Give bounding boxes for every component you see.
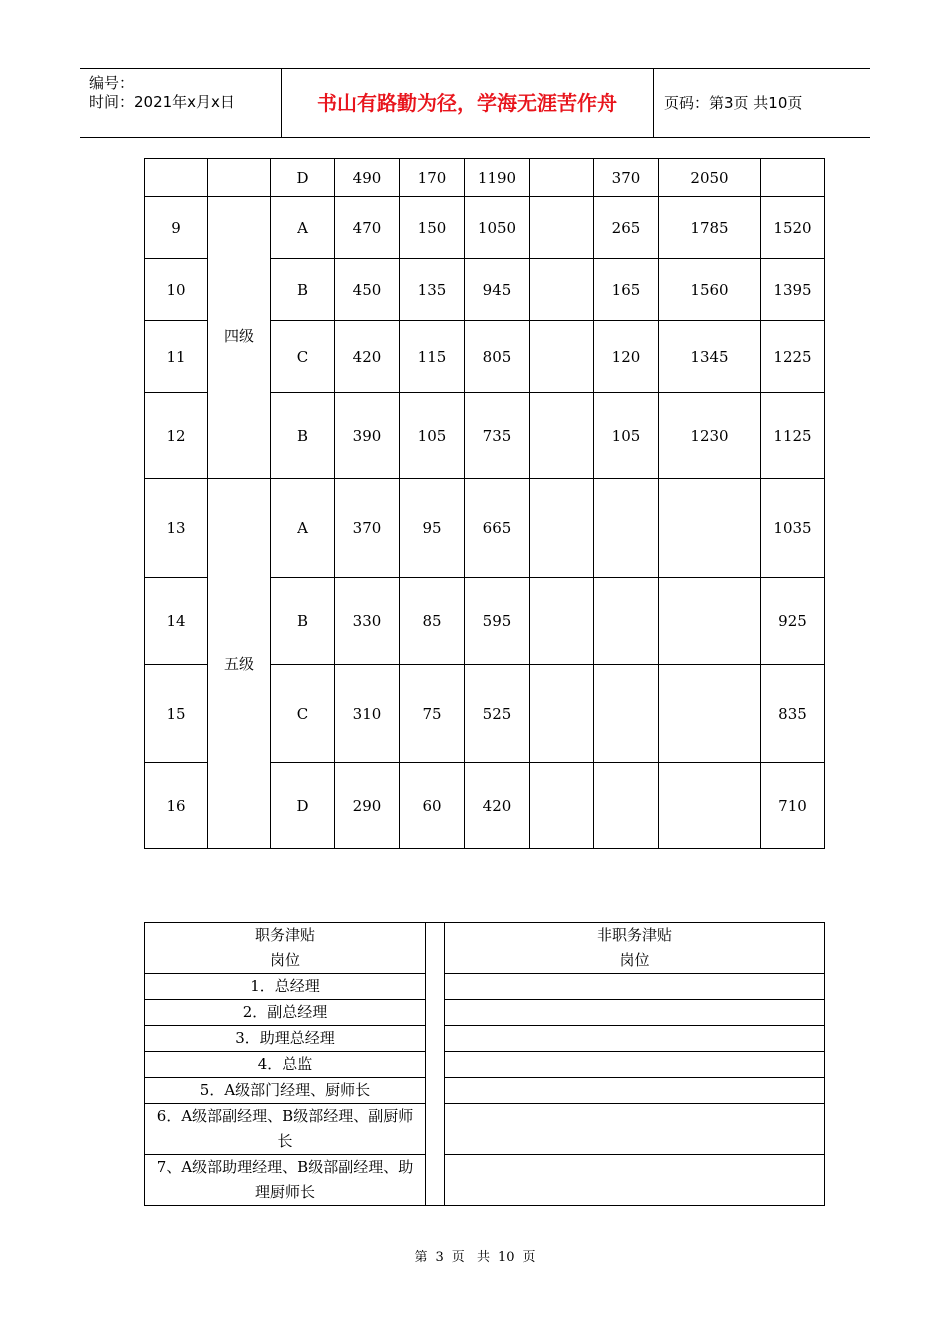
- cell-value: 1345: [659, 321, 761, 393]
- cell-value: 2050: [659, 159, 761, 197]
- empty-cell: [445, 974, 825, 1000]
- motto: 书山有路勤为径，学海无涯苦作舟: [281, 69, 654, 137]
- cell-value: [530, 479, 594, 578]
- cell-no: 10: [145, 259, 208, 321]
- cell-value: 925: [761, 578, 825, 665]
- cell-value: [530, 393, 594, 479]
- position-allowance-table: [144, 922, 825, 1206]
- table-header-row: [145, 923, 825, 974]
- non-duty-allowance-subtitle: 岗位: [619, 951, 650, 969]
- cell-value: [530, 763, 594, 849]
- document-header: [80, 68, 870, 138]
- cell-value: 1395: [761, 259, 825, 321]
- salary-table: [144, 158, 825, 849]
- cell-value: 1125: [761, 393, 825, 479]
- cell-value: 120: [594, 321, 659, 393]
- footer-word: 共: [476, 1250, 490, 1265]
- cell-no: [145, 159, 208, 197]
- cell-value: 310: [335, 665, 400, 763]
- cell-value: 290: [335, 763, 400, 849]
- cell-grade: [208, 159, 271, 197]
- position-cell: 1．总经理: [145, 974, 426, 1000]
- cell-no: 9: [145, 197, 208, 259]
- empty-cell: [445, 1052, 825, 1078]
- cell-value: 420: [465, 763, 530, 849]
- cell-value: 165: [594, 259, 659, 321]
- duty-allowance-subtitle: 岗位: [269, 951, 300, 969]
- cell-level: B: [271, 259, 335, 321]
- footer-total-pages: 10: [497, 1250, 515, 1265]
- cell-value: [530, 159, 594, 197]
- table-row: [145, 1052, 825, 1078]
- cell-value: 945: [465, 259, 530, 321]
- position-cell: 4．总监: [145, 1052, 426, 1078]
- cell-value: 525: [465, 665, 530, 763]
- duty-allowance-header: [145, 923, 426, 974]
- cell-value: 450: [335, 259, 400, 321]
- cell-level: A: [271, 479, 335, 578]
- page-label: 页码：第3页 共10页: [664, 94, 803, 112]
- cell-value: 1035: [761, 479, 825, 578]
- footer-word: 页: [451, 1250, 465, 1265]
- table-row: [145, 197, 825, 259]
- footer-word: 页: [522, 1250, 536, 1265]
- cell-value: 170: [400, 159, 465, 197]
- cell-value: [761, 159, 825, 197]
- cell-level: C: [271, 665, 335, 763]
- cell-value: [530, 578, 594, 665]
- cell-value: 60: [400, 763, 465, 849]
- cell-value: 105: [594, 393, 659, 479]
- cell-value: 835: [761, 665, 825, 763]
- cell-no: 12: [145, 393, 208, 479]
- empty-cell: [445, 1155, 825, 1206]
- divider-column: [426, 923, 445, 1206]
- cell-value: 330: [335, 578, 400, 665]
- position-cell: 3．助理总经理: [145, 1026, 426, 1052]
- cell-value: 470: [335, 197, 400, 259]
- table-row: [145, 1155, 825, 1206]
- cell-value: [530, 259, 594, 321]
- cell-value: 1230: [659, 393, 761, 479]
- cell-value: [530, 197, 594, 259]
- cell-level: D: [271, 159, 335, 197]
- cell-value: [659, 479, 761, 578]
- cell-value: 135: [400, 259, 465, 321]
- cell-value: 1190: [465, 159, 530, 197]
- table-row: [145, 159, 825, 197]
- page-indicator: [654, 69, 870, 137]
- cell-value: 1225: [761, 321, 825, 393]
- empty-cell: [445, 1104, 825, 1155]
- cell-value: [530, 665, 594, 763]
- grade-four-cell: 四级: [208, 197, 271, 479]
- cell-value: [594, 479, 659, 578]
- cell-level: B: [271, 578, 335, 665]
- cell-value: 595: [465, 578, 530, 665]
- position-cell: 2．副总经理: [145, 1000, 426, 1026]
- table-row: [145, 1026, 825, 1052]
- table-row: [145, 1000, 825, 1026]
- grade-five-cell: 五级: [208, 479, 271, 849]
- cell-level: B: [271, 393, 335, 479]
- position-cell: 5．A级部门经理、厨师长: [145, 1078, 426, 1104]
- footer-word: 第: [414, 1250, 428, 1265]
- cell-value: 150: [400, 197, 465, 259]
- page-footer: [0, 1246, 950, 1265]
- duty-allowance-title: 职务津贴: [254, 926, 315, 944]
- cell-value: [594, 763, 659, 849]
- cell-value: [530, 321, 594, 393]
- cell-value: 370: [594, 159, 659, 197]
- cell-value: [659, 665, 761, 763]
- cell-no: 11: [145, 321, 208, 393]
- cell-value: 105: [400, 393, 465, 479]
- cell-no: 14: [145, 578, 208, 665]
- cell-value: 665: [465, 479, 530, 578]
- non-duty-allowance-header: [445, 923, 825, 974]
- cell-value: [659, 578, 761, 665]
- cell-value: 1050: [465, 197, 530, 259]
- cell-value: 1560: [659, 259, 761, 321]
- cell-value: 710: [761, 763, 825, 849]
- cell-value: 370: [335, 479, 400, 578]
- number-label: 编号：: [89, 74, 135, 92]
- cell-value: 490: [335, 159, 400, 197]
- cell-no: 13: [145, 479, 208, 578]
- position-cell: 7、A级部助理经理、B级部副经理、助理厨师长: [145, 1155, 426, 1206]
- position-cell: 6．A级部副经理、B级部经理、副厨师长: [145, 1104, 426, 1155]
- cell-value: [659, 763, 761, 849]
- non-duty-allowance-title: 非职务津贴: [596, 926, 672, 944]
- cell-value: [594, 665, 659, 763]
- empty-cell: [445, 1000, 825, 1026]
- cell-value: 95: [400, 479, 465, 578]
- table-row: [145, 1104, 825, 1155]
- cell-no: 16: [145, 763, 208, 849]
- cell-value: 265: [594, 197, 659, 259]
- header-meta: [80, 69, 282, 137]
- time-label: 时间：2021年x月x日: [89, 93, 235, 111]
- cell-value: [594, 578, 659, 665]
- cell-value: 85: [400, 578, 465, 665]
- cell-no: 15: [145, 665, 208, 763]
- empty-cell: [445, 1078, 825, 1104]
- cell-level: D: [271, 763, 335, 849]
- footer-page-number: 3: [435, 1250, 444, 1265]
- empty-cell: [445, 1026, 825, 1052]
- table-row: [145, 479, 825, 578]
- cell-value: 1785: [659, 197, 761, 259]
- cell-value: 75: [400, 665, 465, 763]
- table-row: [145, 1078, 825, 1104]
- cell-value: 115: [400, 321, 465, 393]
- cell-value: 390: [335, 393, 400, 479]
- cell-value: 735: [465, 393, 530, 479]
- table-row: [145, 974, 825, 1000]
- cell-level: C: [271, 321, 335, 393]
- cell-value: 1520: [761, 197, 825, 259]
- cell-value: 420: [335, 321, 400, 393]
- cell-level: A: [271, 197, 335, 259]
- cell-value: 805: [465, 321, 530, 393]
